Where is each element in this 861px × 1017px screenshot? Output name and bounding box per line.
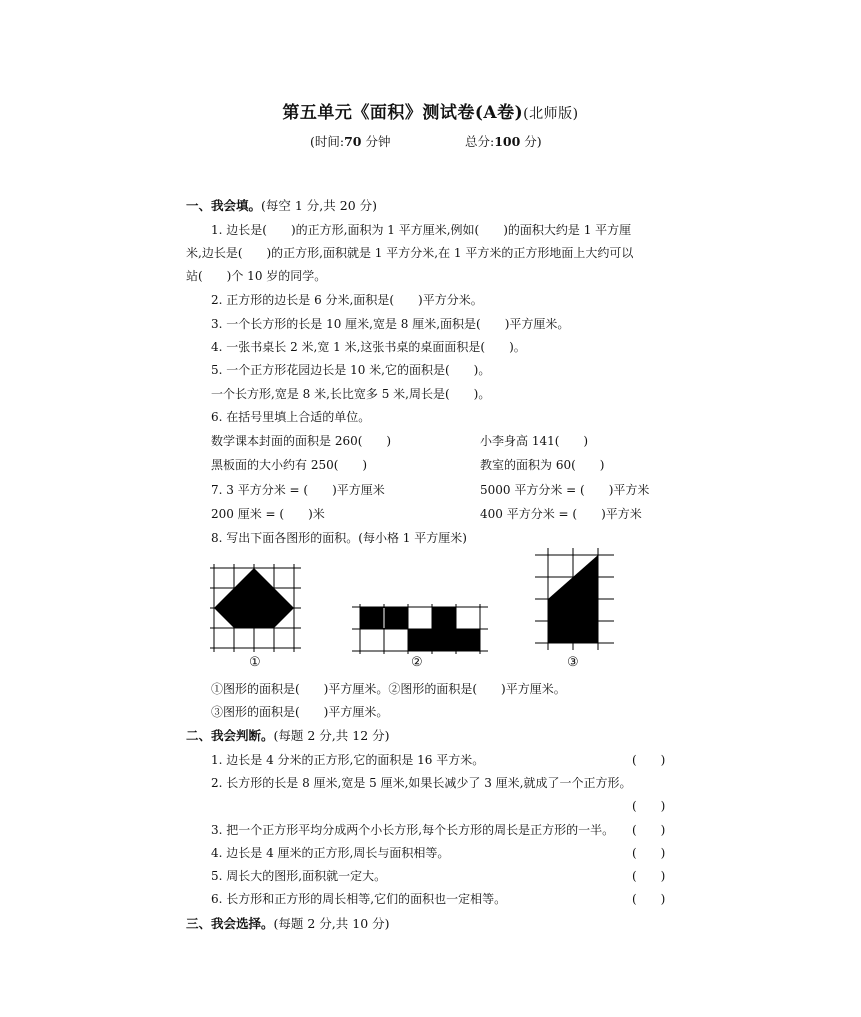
score-label: 总分: — [465, 134, 495, 149]
s1-q6d: 教室的面积为 60( ) — [480, 458, 605, 472]
s2-q4: 4. 边长是 4 厘米的正方形,周长与面积相等。 — [211, 846, 450, 860]
s1-q6b: 小李身高 141( ) — [480, 434, 589, 448]
s1-q1-line3: 站( )个 10 岁的同学。 — [186, 269, 327, 283]
figure-1-label: ① — [249, 655, 261, 670]
s1-q7a: 7. 3 平方分米 = ( )平方厘米 — [211, 483, 385, 497]
section1-title: 一、我会填。 — [186, 198, 262, 213]
section3-title: 三、我会选择。 — [186, 916, 274, 931]
s1-q6: 6. 在括号里填上合适的单位。 — [211, 410, 371, 424]
s1-q1-line2: 米,边长是( )的正方形,面积就是 1 平方分米,在 1 平方米的正方形地面上大约可以 — [186, 246, 634, 260]
s2-q6: 6. 长方形和正方形的周长相等,它们的面积也一定相等。 — [211, 892, 507, 906]
s1-q4: 4. 一张书桌长 2 米,宽 1 米,这张书桌的桌面面积是( )。 — [211, 340, 526, 354]
s1-q3: 3. 一个长方形的长是 10 厘米,宽是 8 厘米,面积是( )平方厘米。 — [211, 317, 570, 331]
score-info — [465, 132, 542, 150]
figure-2-grid — [348, 604, 488, 654]
section1-heading — [186, 196, 377, 214]
s2-q1: 1. 边长是 4 分米的正方形,它的面积是 16 平方米。 — [211, 753, 485, 767]
figure-1-grid — [210, 564, 305, 654]
figure-3-grid — [535, 548, 615, 653]
s1-q8-answer-a: ①图形的面积是( )平方厘米。②图形的面积是( )平方厘米。 — [211, 682, 566, 696]
time-value: 70 — [344, 134, 362, 149]
section3-note: (每题 2 分,共 10 分) — [273, 916, 390, 931]
s1-q2: 2. 正方形的边长是 6 分米,面积是( )平方分米。 — [211, 293, 483, 307]
s2-q3-answer: ( ) — [632, 823, 666, 837]
section2-title: 二、我会判断。 — [186, 728, 274, 743]
s1-q8-answer-b: ③图形的面积是( )平方厘米。 — [211, 705, 389, 719]
figure-1-shape — [214, 568, 294, 628]
s2-q5: 5. 周长大的图形,面积就一定大。 — [211, 869, 387, 883]
figure-3-label: ③ — [567, 655, 579, 670]
title-text: 第五单元《面积》测试卷(A卷) — [282, 103, 524, 123]
s1-q1-line1: 1. 边长是( )的正方形,面积为 1 平方厘米,例如( )的面积大约是 1 平方厘 — [211, 223, 632, 237]
s1-q6c: 黑板面的大小约有 250( ) — [211, 458, 368, 472]
s1-q5a: 5. 一个正方形花园边长是 10 米,它的面积是( )。 — [211, 363, 491, 377]
exam-title — [0, 98, 861, 123]
figure-2-label: ② — [411, 655, 423, 670]
edition-text: (北师版) — [523, 106, 579, 122]
section1-note: (每空 1 分,共 20 分) — [261, 198, 377, 213]
s1-q5b: 一个长方形,宽是 8 米,长比宽多 5 米,周长是( )。 — [211, 387, 491, 401]
section2-note: (每题 2 分,共 12 分) — [273, 728, 390, 743]
score-unit: 分) — [524, 134, 542, 149]
s1-q7b: 5000 平方分米 = ( )平方米 — [480, 483, 650, 497]
s2-q2: 2. 长方形的长是 8 厘米,宽是 5 厘米,如果长减少了 3 厘米,就成了一个正方形。 — [211, 776, 632, 790]
s1-q7d: 400 平方分米 = ( )平方米 — [480, 507, 642, 521]
score-value: 100 — [494, 134, 521, 149]
time-info — [310, 132, 391, 150]
s1-q6a: 数学课本封面的面积是 260( ) — [211, 434, 392, 448]
section2-heading — [186, 726, 390, 744]
time-label: (时间: — [310, 134, 345, 149]
s2-q5-answer: ( ) — [632, 869, 666, 883]
time-unit: 分钟 — [365, 134, 391, 149]
s2-q1-answer: ( ) — [632, 753, 666, 767]
section3-heading — [186, 914, 390, 932]
s2-q3: 3. 把一个正方形平均分成两个小长方形,每个长方形的周长是正方形的一半。 — [211, 823, 615, 837]
s2-q2-answer: ( ) — [632, 799, 666, 813]
s1-q8: 8. 写出下面各图形的面积。(每小格 1 平方厘米) — [211, 531, 467, 545]
s2-q4-answer: ( ) — [632, 846, 666, 860]
s1-q7c: 200 厘米 = ( )米 — [211, 507, 325, 521]
s2-q6-answer: ( ) — [632, 892, 666, 906]
